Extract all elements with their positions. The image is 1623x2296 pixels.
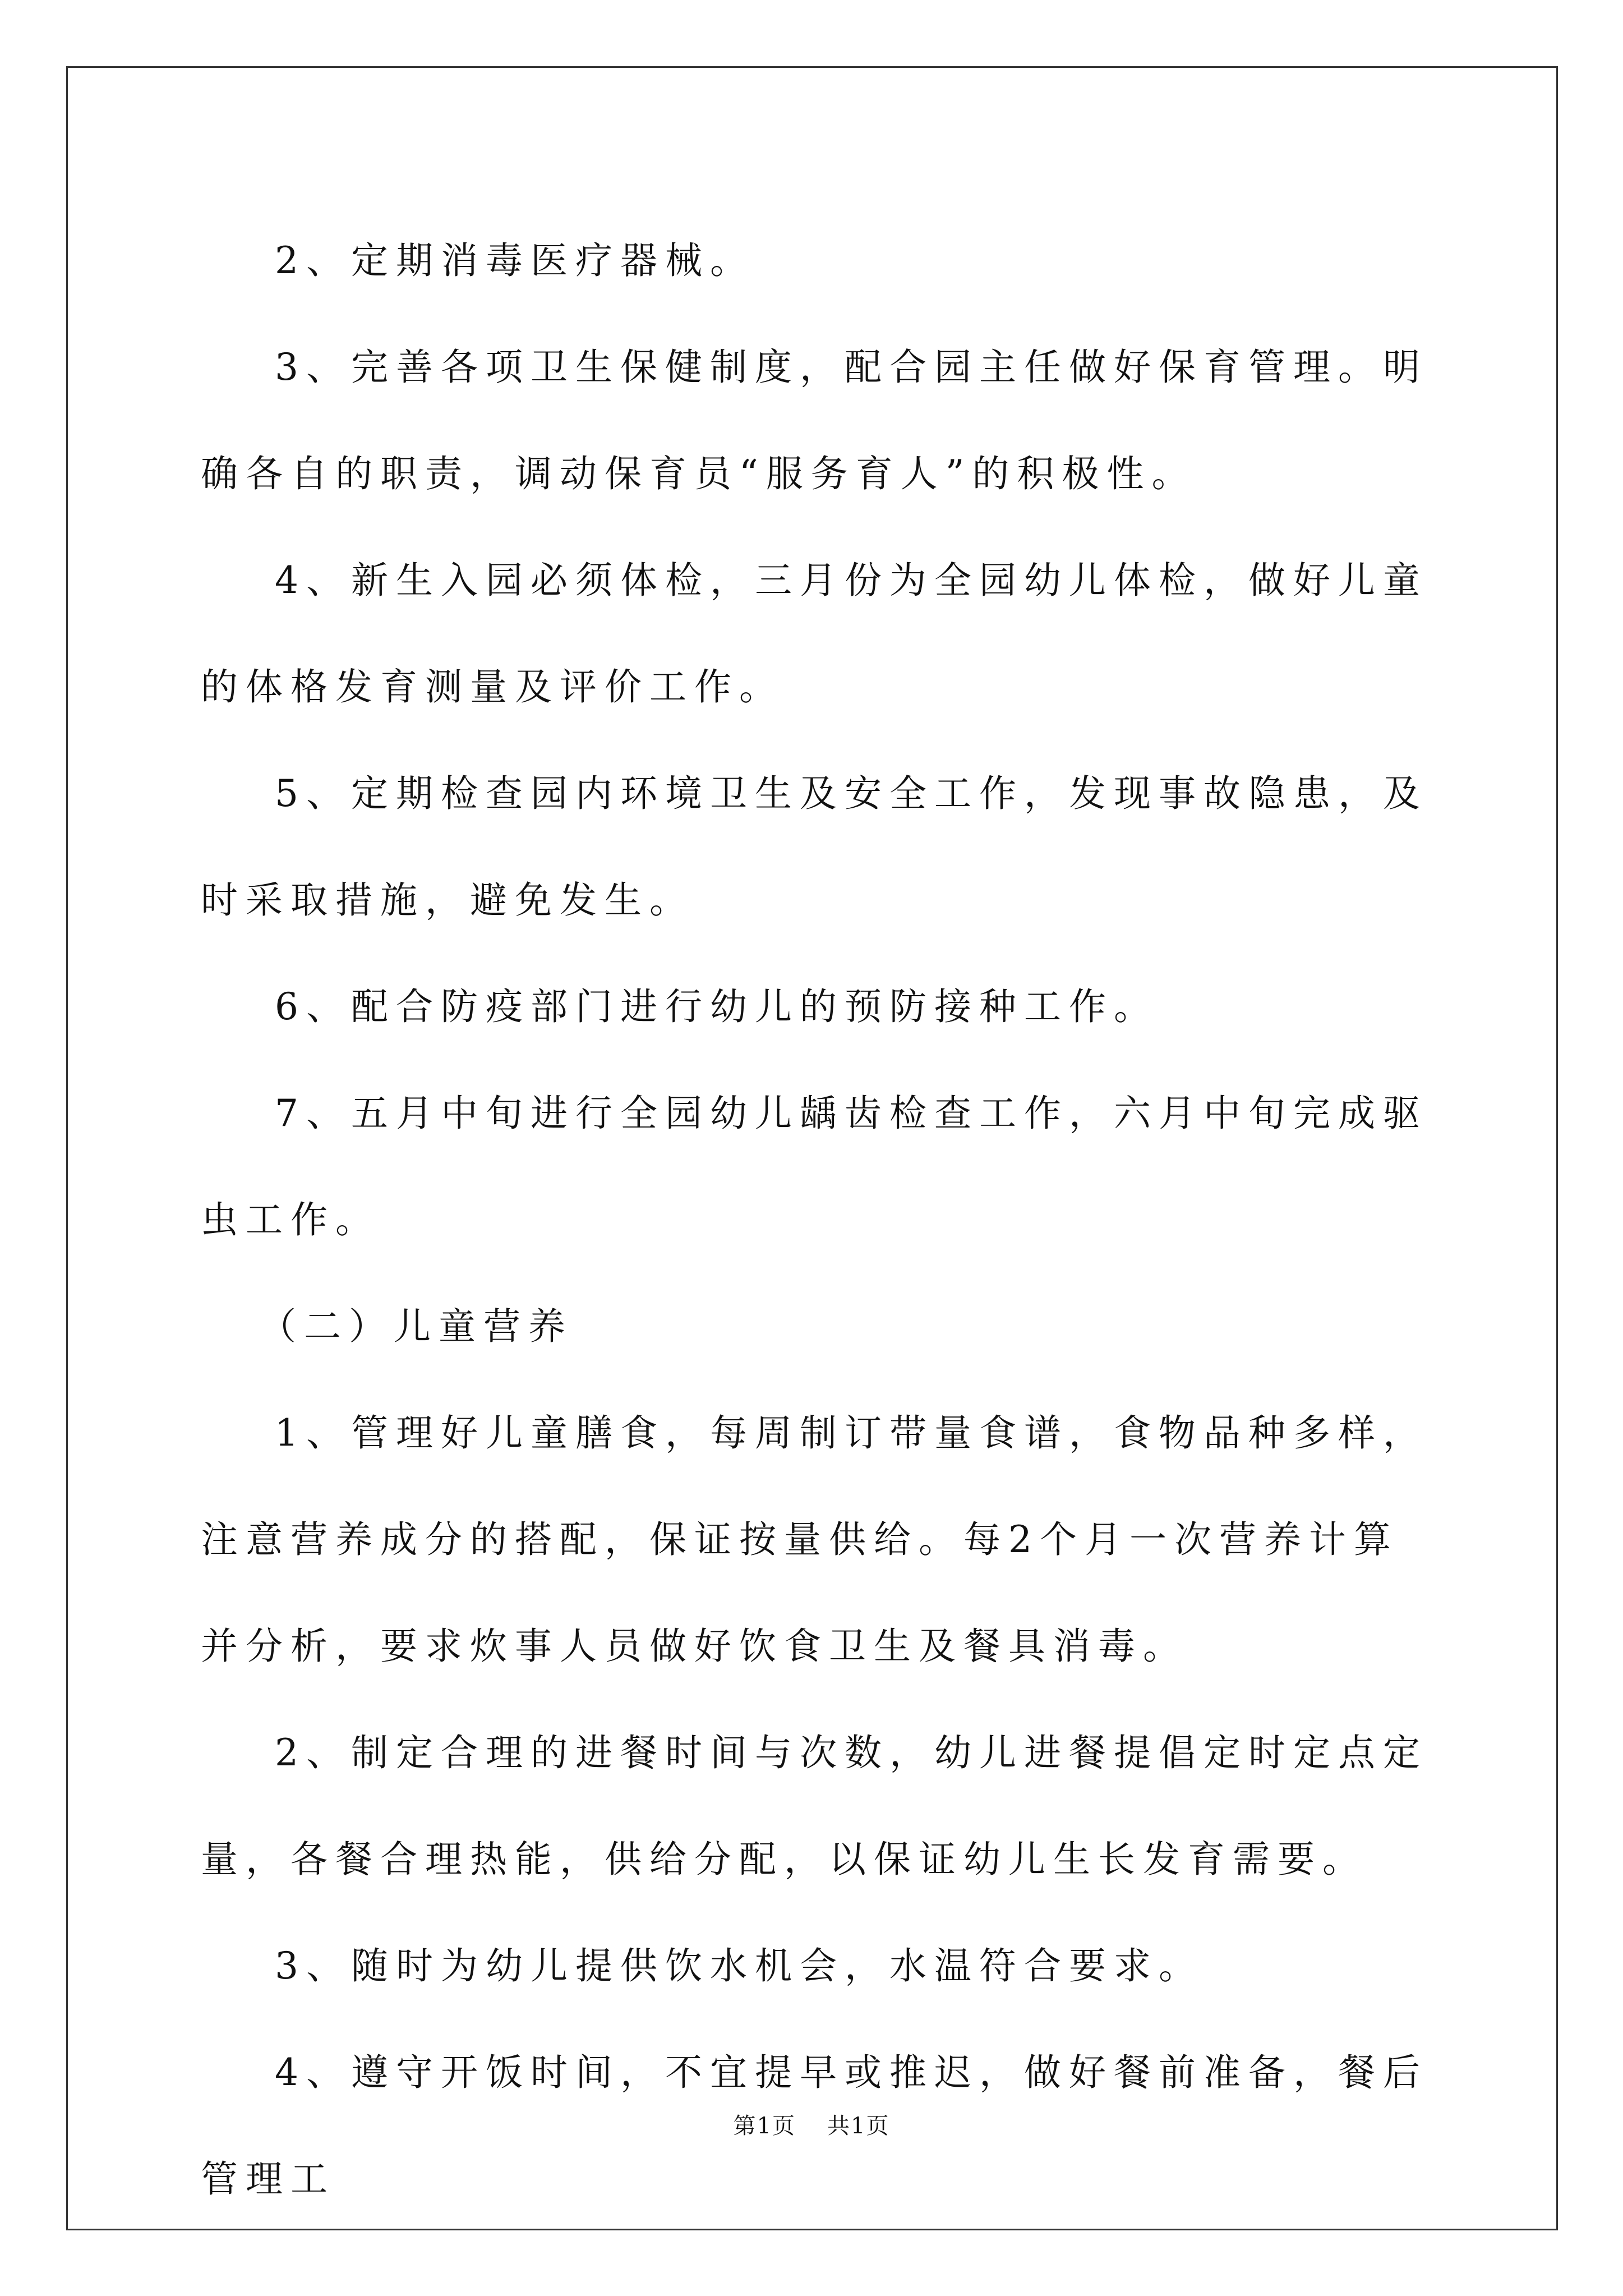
paragraph: 7、五月中旬进行全园幼儿龋齿检查工作，六月中旬完成驱虫工作。: [201, 1092, 1428, 1241]
page-number: 第1页: [733, 2113, 796, 2139]
page-footer: [0, 2108, 1623, 2140]
paragraph: 4、遵守开饭时间，不宜提早或推迟，做好餐前准备，餐后管理工: [201, 2051, 1428, 2201]
paragraph: 2、定期消毒医疗器械。: [275, 239, 755, 282]
paragraph: 5、定期检查园内环境卫生及安全工作，发现事故隐患，及时采取措施，避免发生。: [201, 772, 1428, 922]
paragraph: 2、制定合理的进餐时间与次数，幼儿进餐提倡定时定点定量，各餐合理热能，供给分配，以保证幼儿生长发育需要。: [201, 1731, 1428, 1881]
paragraph: 4、新生入园必须体检，三月份为全园幼儿体检，做好儿童的体格发育测量及评价工作。: [201, 559, 1428, 708]
paragraph: 3、随时为幼儿提供饮水机会，水温符合要求。: [275, 1944, 1204, 1987]
page-total: 共1页: [827, 2113, 890, 2139]
paragraph: 6、配合防疫部门进行幼儿的预防接种工作。: [275, 985, 1159, 1028]
paragraph: 1、管理好儿童膳食，每周制订带量食谱，食物品种多样，注意营养成分的搭配，保证按量供给。每2个月一次营养计算并分析，要求炊事人员做好饮食卫生及餐具消毒。: [201, 1411, 1428, 1668]
paragraph: 3、完善各项卫生保健制度，配合园主任做好保育管理。明确各自的职责，调动保育员“服务育人”的积极性。: [201, 346, 1428, 495]
section-heading: （二）儿童营养: [259, 1305, 573, 1348]
document-body: [201, 208, 1435, 2233]
